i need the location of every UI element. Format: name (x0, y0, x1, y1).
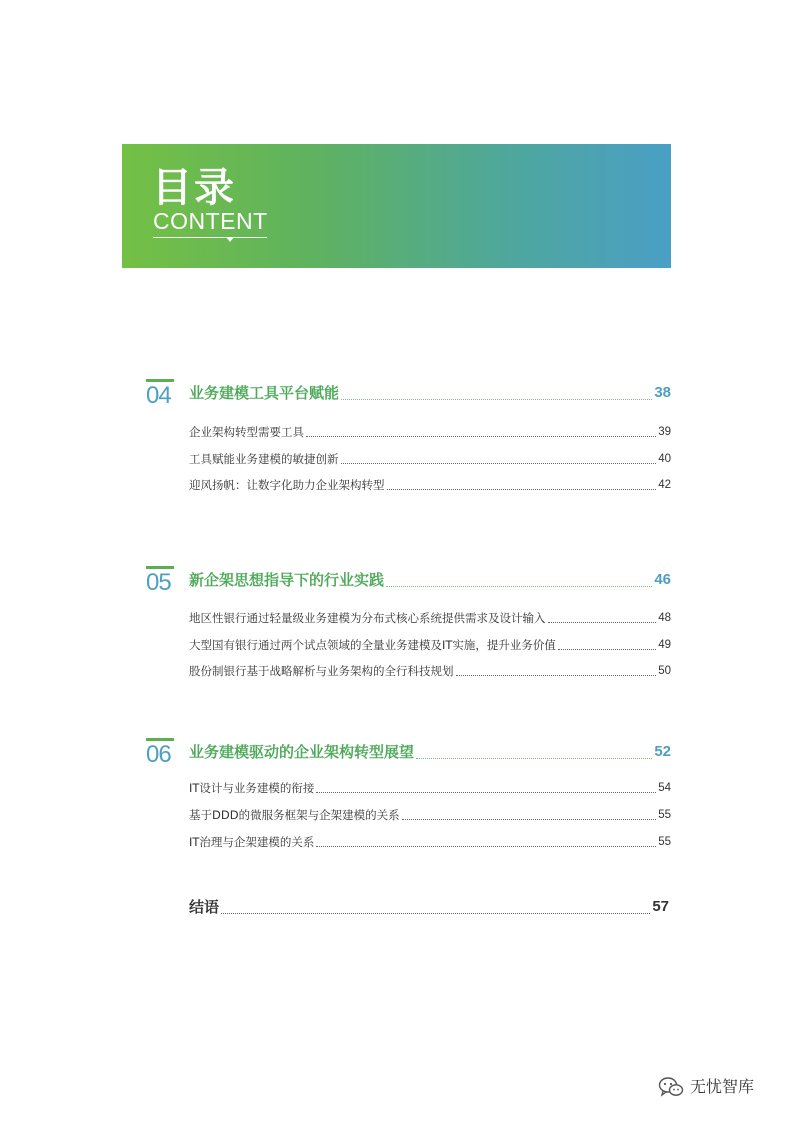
section-page-number: 52 (654, 743, 671, 760)
toc-entry[interactable] (189, 662, 671, 680)
toc-entry-page: 48 (658, 612, 671, 624)
toc-ending-entry[interactable] (189, 896, 669, 918)
dot-leader (316, 846, 656, 847)
toc-entry-label: 迎风扬帆：让数字化助力企业架构转型 (189, 478, 385, 492)
section-number: 05 (146, 569, 171, 596)
dot-leader (416, 758, 652, 759)
toc-entry-label: 企业架构转型需要工具 (189, 425, 304, 439)
dot-leader (221, 913, 650, 914)
toc-entry-page: 49 (658, 639, 671, 651)
section-heading: 业务建模工具平台赋能 (189, 384, 340, 402)
section-number: 06 (146, 741, 171, 768)
toc-entry-label: 大型国有银行通过两个试点领域的全量业务建模及IT实施，提升业务价值 (189, 638, 556, 652)
section-heading-entry[interactable] (189, 741, 671, 763)
ending-page-number: 57 (652, 898, 669, 915)
dot-leader (387, 489, 657, 490)
wechat-icon (658, 1076, 684, 1098)
dot-leader (456, 675, 657, 676)
section-page-number: 38 (654, 384, 671, 401)
toc-entry-page: 55 (658, 809, 671, 821)
section-heading: 新企架思想指导下的行业实践 (189, 571, 385, 589)
toc-entry-page: 40 (658, 453, 671, 465)
toc-entry[interactable] (189, 609, 671, 627)
toc-entry[interactable] (189, 476, 671, 494)
dot-leader (548, 622, 657, 623)
toc-entry[interactable] (189, 423, 671, 441)
dot-leader (341, 463, 657, 464)
ending-heading: 结语 (189, 898, 220, 916)
section-heading: 业务建模驱动的企业架构转型展望 (189, 743, 415, 761)
section-heading-entry[interactable] (189, 382, 671, 404)
subtitle-underline (153, 237, 267, 238)
toc-entry-label: 股份制银行基于战略解析与业务架构的全行科技规划 (189, 664, 454, 678)
dot-leader (558, 649, 656, 650)
toc-entry-page: 54 (658, 782, 671, 794)
toc-entry-page: 55 (658, 836, 671, 848)
toc-entry-label: 地区性银行通过轻量级业务建模为分布式核心系统提供需求及设计输入 (189, 611, 546, 625)
toc-entry[interactable] (189, 779, 671, 797)
section-number: 04 (146, 382, 171, 409)
toc-entry[interactable] (189, 450, 671, 468)
dot-leader (402, 819, 657, 820)
toc-entry-page: 39 (658, 426, 671, 438)
toc-entry-page: 42 (658, 479, 671, 491)
toc-entry-page: 50 (658, 665, 671, 677)
toc-entry-label: IT设计与业务建模的衔接 (189, 781, 315, 795)
watermark-text: 无忧智库 (690, 1077, 755, 1096)
toc-entry-label: 基于DDD的微服务框架与企架建模的关系 (189, 808, 400, 822)
toc-entry[interactable] (189, 833, 671, 851)
dot-leader (341, 399, 652, 400)
toc-entry-label: 工具赋能业务建模的敏捷创新 (189, 452, 339, 466)
section-heading-entry[interactable] (189, 569, 671, 591)
toc-entry[interactable] (189, 806, 671, 824)
toc-entry[interactable] (189, 636, 671, 654)
dot-leader (306, 436, 656, 437)
toc-banner (122, 144, 671, 268)
watermark (658, 1072, 754, 1102)
underline-notch (226, 237, 234, 242)
dot-leader (386, 586, 652, 587)
toc-subtitle: CONTENT (153, 208, 268, 234)
dot-leader (316, 792, 656, 793)
toc-entry-label: IT治理与企架建模的关系 (189, 835, 315, 849)
section-page-number: 46 (654, 571, 671, 588)
toc-title: 目录 (152, 165, 236, 211)
